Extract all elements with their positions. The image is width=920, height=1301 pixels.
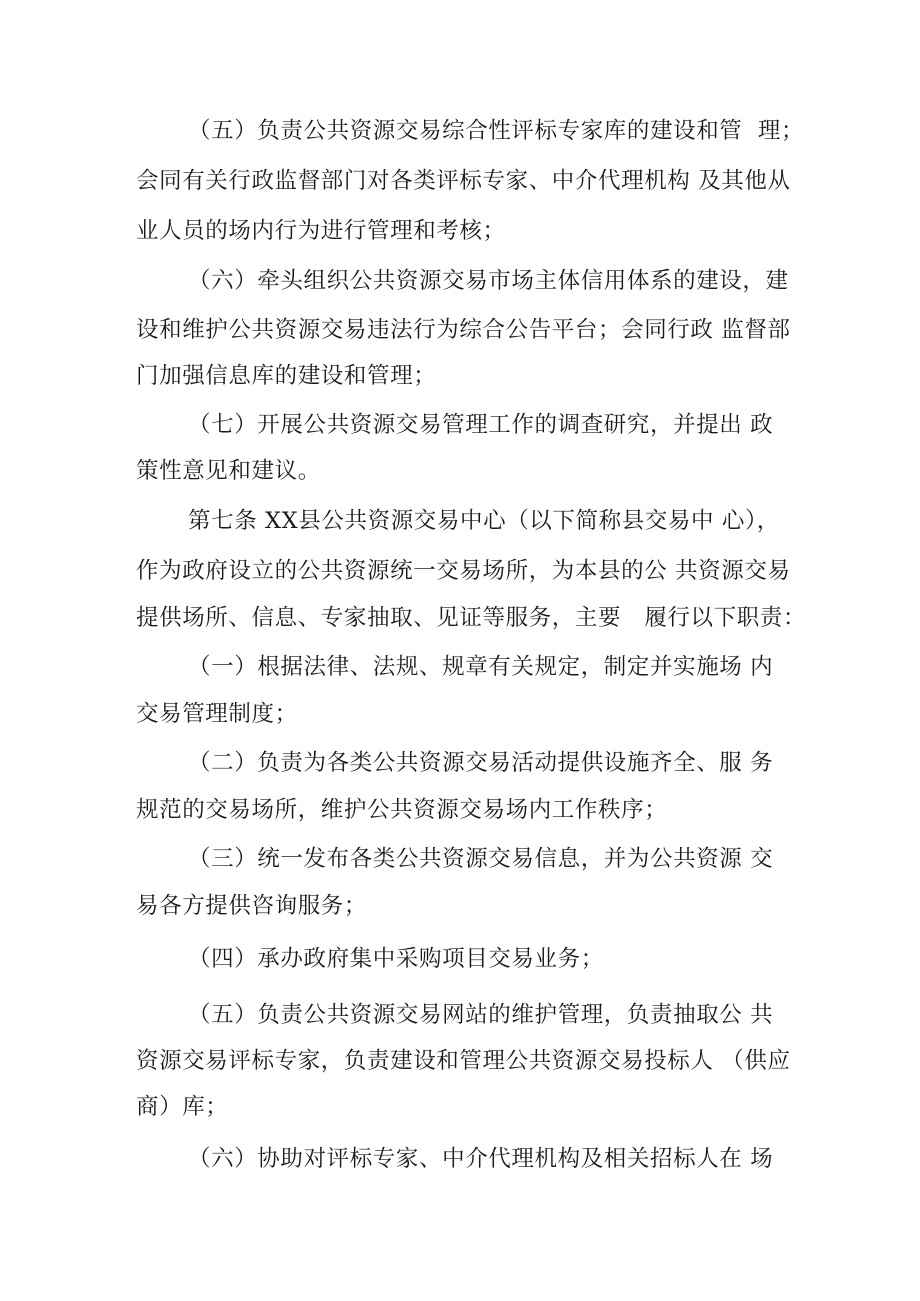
text-line: （二）负责为各类公共资源交易活动提供设施齐全、服 务	[188, 750, 774, 776]
text-line: 资源交易评标专家，负责建设和管理公共资源交易投标人 （供应	[136, 1048, 791, 1074]
text-line: 提供场所、信息、专家抽取、见证等服务，主要 履行以下职责：	[136, 605, 807, 631]
text-line: 易各方提供咨询服务；	[136, 893, 368, 919]
text-line: 第七条 XX县公共资源交易中心（以下简称县交易中 心），	[188, 508, 780, 534]
text-line: （五）负责公共资源交易网站的维护管理，负责抽取公 共	[188, 1002, 774, 1028]
text-line: 作为政府设立的公共资源统一交易场所，为本县的公 共资源交易	[136, 558, 791, 584]
text-line: （四）承办政府集中采购项目交易业务；	[188, 946, 604, 972]
text-line: （六）协助对评标专家、中介代理机构及相关招标人在 场	[188, 1146, 774, 1172]
text-line: 交易管理制度；	[136, 701, 298, 727]
text-line: （五）负责公共资源交易综合性评标专家库的建设和管 理；	[188, 118, 805, 144]
text-line: 门加强信息库的建设和管理；	[136, 363, 437, 389]
text-line: （三）统一发布各类公共资源交易信息，并为公共资源 交	[188, 846, 774, 872]
text-line: （七）开展公共资源交易管理工作的调查研究，并提出 政	[188, 412, 774, 438]
text-line: 设和维护公共资源交易违法行为综合公告平台；会同行政 监督部	[136, 317, 791, 343]
text-line: 规范的交易场所，维护公共资源交易场内工作秩序；	[136, 797, 668, 823]
text-line: （六）牵头组织公共资源交易市场主体信用体系的建设，建	[188, 268, 789, 294]
text-line: （一）根据法律、法规、规章有关规定，制定并实施场 内	[188, 654, 774, 680]
text-line: 业人员的场内行为进行管理和考核；	[136, 218, 506, 244]
text-line: 会同有关行政监督部门对各类评标专家、中介代理机构 及其他从	[136, 168, 791, 194]
text-line: 商）库；	[136, 1094, 229, 1120]
text-line: 策性意见和建议。	[136, 458, 321, 484]
